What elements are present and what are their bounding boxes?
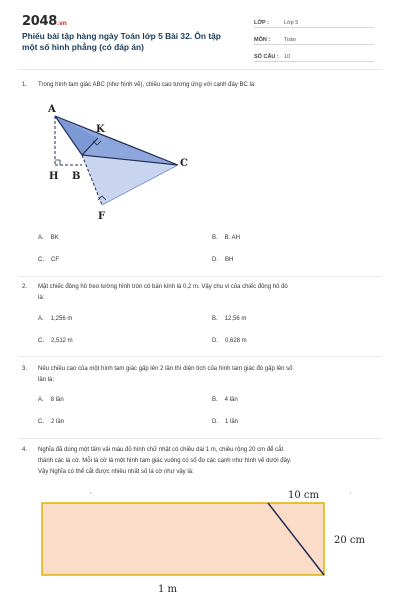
document-title: Phiếu bài tập hàng ngày Toán lớp 5 Bài 32. Ôn tập một số hình phẳng (có đáp án) — [22, 31, 221, 52]
question-1-number: 1. — [22, 82, 28, 88]
question-2-text-line2: là: — [38, 295, 45, 301]
label-h: H — [49, 171, 59, 182]
meta-subject-row — [254, 31, 374, 45]
label-1m: 1 m — [158, 584, 178, 595]
label-f: F — [98, 211, 106, 222]
meta-count-label: SỐ CÂU : — [254, 54, 279, 60]
q1-option-a[interactable]: A. BK — [38, 235, 59, 241]
q3-option-d[interactable]: D. 1 lần — [212, 419, 239, 425]
question-2-number: 2. — [22, 284, 28, 290]
meta-subject-label: MÔN : — [254, 37, 271, 43]
logo-suffix: .vn — [56, 20, 67, 27]
separator-1 — [18, 276, 382, 277]
triangle-figure — [40, 98, 200, 226]
fabric-rectangle — [42, 503, 324, 575]
question-3-text-line2: lần là: — [38, 377, 55, 383]
q3-option-b[interactable]: B. 4 lần — [212, 397, 238, 403]
label-k: K — [96, 124, 105, 135]
question-1-text: Trong hình tam giác ABC (như hình vẽ), chiều cao tương ứng với cạnh đáy BC là: — [38, 82, 256, 88]
meta-subject-value: Toán — [284, 37, 296, 43]
meta-class-value: Lớp 5 — [284, 20, 299, 26]
label-a: A — [48, 104, 56, 115]
label-10cm: 10 cm — [288, 490, 319, 501]
meta-info — [254, 14, 374, 65]
q2-option-c[interactable]: C. 2,512 m — [38, 338, 73, 344]
question-3-text-line1: Nếu chiều cao của một hình tam giác gấp lên 2 lần thì diện tích của hình tam giác đó gấp lên số — [38, 366, 293, 372]
q2-option-d[interactable]: D. 0,628 m — [212, 338, 247, 344]
q3-option-c[interactable]: C. 2 lần — [38, 419, 65, 425]
header-divider — [18, 69, 382, 70]
label-c: C — [180, 158, 188, 169]
meta-class-label: LỚP : — [254, 20, 269, 26]
question-2-text-line1: Mặt chiếc đồng hồ treo tường hình tròn có bán kính là 0,2 m. Vậy chu vi của chiếc đồng hồ đó — [38, 284, 288, 290]
question-3-number: 3. — [22, 366, 28, 372]
logo-text: 2048 — [22, 14, 57, 29]
label-b: B — [72, 171, 81, 182]
q2-option-b[interactable]: B. 12,56 m — [212, 316, 247, 322]
label-20cm: 20 cm — [334, 535, 365, 546]
meta-class-row — [254, 14, 374, 28]
meta-count-value: 10 — [284, 54, 291, 60]
separator-3 — [18, 438, 382, 439]
q1-option-d[interactable]: D. BH — [212, 257, 234, 263]
question-4-text-line2: thành các lá cờ. Mỗi lá cờ là một hình tam giác vuông có số đo các cạnh như hình vẽ dưới đây. — [38, 458, 292, 464]
q1-option-b[interactable]: B. B. AH — [212, 235, 241, 241]
separator-2 — [18, 356, 382, 357]
q2-option-a[interactable]: A. 1,256 m — [38, 316, 73, 322]
flag-rectangle-figure — [30, 484, 380, 598]
question-4-number: 4. — [22, 447, 28, 453]
q3-option-a[interactable]: A. 8 lần — [38, 397, 64, 403]
meta-count-row — [254, 48, 374, 62]
q1-option-c[interactable]: C. CF — [38, 257, 59, 263]
question-4-text-line1: Nghĩa đã dùng một tấm vải màu đỏ hình chữ nhật có chiều dài 1 m, chiều rộng 20 cm để cắt — [38, 447, 284, 453]
question-4-text-line3: Vậy Nghĩa có thể cắt được nhiều nhất số lá cờ như vậy là: — [38, 469, 194, 475]
site-logo[interactable] — [22, 14, 67, 29]
